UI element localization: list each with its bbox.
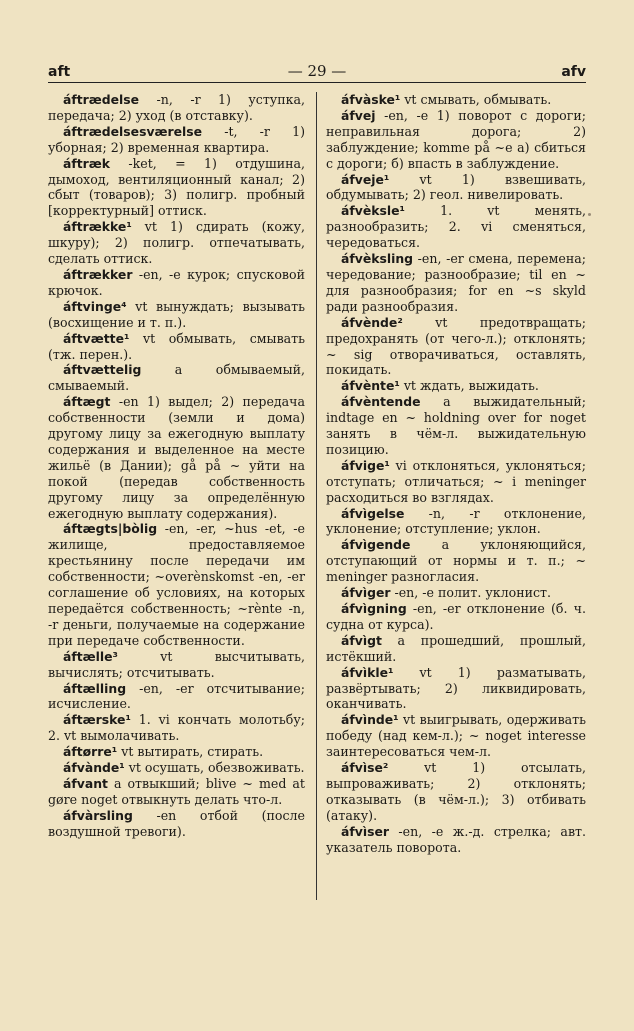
entry-headword: áfvèksling xyxy=(341,251,414,267)
entry-headword: áftørre¹ xyxy=(63,744,118,760)
entry-headword: áfvènde² xyxy=(341,314,403,330)
entry-definition: vt 1) разматывать, развёртывать; 2) ликвидировать, оканчивать. xyxy=(326,664,586,712)
paper-speck xyxy=(588,213,591,216)
entry-headword: áftvættelig xyxy=(63,362,142,378)
dictionary-entry xyxy=(48,362,305,394)
dictionary-entry xyxy=(326,378,586,394)
entry-definition: -en, -e курок; спусковой крючок. xyxy=(48,266,305,298)
dictionary-entry xyxy=(326,506,586,538)
page-number: — 29 — xyxy=(287,62,347,80)
entry-headword: áftræk xyxy=(63,155,111,171)
dictionary-entry xyxy=(48,299,305,331)
dictionary-entry xyxy=(48,760,305,776)
entry-definition: -n, -r 1) уступка, передача; 2) уход (в отставку). xyxy=(48,92,305,123)
dictionary-entry xyxy=(48,156,305,220)
entry-headword: áfvàske¹ xyxy=(341,92,401,107)
entry-headword: áfvìger xyxy=(341,585,391,601)
entry-headword: áfvìse² xyxy=(341,760,389,776)
entry-definition: vt высчитывать, вычислять; отсчитывать. xyxy=(48,648,305,680)
dictionary-entry xyxy=(326,585,586,601)
entry-headword: áfvàrsling xyxy=(63,807,133,823)
entry-definition: vt вынуждать; вызывать (восхищение и т. п.). xyxy=(48,298,305,330)
entry-headword: áfvìgt xyxy=(341,632,382,648)
entry-definition: -en отбой (после воздушной тревоги). xyxy=(48,807,305,839)
dictionary-entry xyxy=(326,458,586,506)
entry-headword: áfveje¹ xyxy=(341,171,390,187)
entry-definition: a отвыкший; blive ~ med at gøre noget отвыкнуть делать что-л. xyxy=(48,775,305,807)
entry-headword: áftvætte¹ xyxy=(63,330,130,346)
entry-definition: vt осушать, обезвоживать. xyxy=(124,760,305,776)
entry-headword: áftægt xyxy=(63,394,111,410)
dictionary-entry xyxy=(326,760,586,824)
entry-headword: áfvànde¹ xyxy=(63,760,125,776)
header-left-guide-word: aft xyxy=(48,64,71,80)
dictionary-entry xyxy=(326,394,586,458)
entry-headword: áftrækker xyxy=(63,266,133,282)
dictionary-entry xyxy=(326,665,586,713)
entry-definition: vt обмывать, смывать (тж. перен.). xyxy=(48,330,305,362)
entry-definition: -en, -er отклонение (б. ч. судна от курса). xyxy=(326,601,586,632)
dictionary-entry xyxy=(48,92,305,124)
entry-definition: a обмываемый, смываемый. xyxy=(48,362,305,394)
entry-headword: áfvèntende xyxy=(341,394,421,410)
entry-definition: vt 1) взвешивать, обдумывать; 2) геол. нивелировать. xyxy=(326,171,586,203)
dictionary-entry xyxy=(326,92,586,108)
dictionary-entry xyxy=(326,172,586,204)
dictionary-entry xyxy=(326,824,586,856)
entry-headword: áftægts|bòlig xyxy=(63,521,158,537)
column-divider xyxy=(316,92,317,900)
dictionary-entry xyxy=(326,315,586,379)
dictionary-entry xyxy=(326,251,586,315)
entry-definition: 1. vt менять, разнообразить; 2. vi сменяться, чередоваться. xyxy=(326,203,586,251)
entry-headword: áfvìnde¹ xyxy=(341,712,399,728)
dictionary-entry xyxy=(326,601,586,633)
entry-headword: áftrædelse xyxy=(63,92,140,107)
entry-definition: -en, -e ж.-д. стрелка; авт. указатель поворота. xyxy=(326,823,586,855)
dictionary-entry xyxy=(48,394,305,521)
page-header xyxy=(48,58,586,82)
entry-headword: áftælle³ xyxy=(63,648,118,664)
entry-headword: áfvìgende xyxy=(341,537,411,553)
entry-headword: áfvèksle¹ xyxy=(341,203,405,219)
dictionary-entry xyxy=(326,633,586,665)
dictionary-entry xyxy=(48,681,305,713)
entry-headword: áftærske¹ xyxy=(63,712,131,728)
entry-definition: vt предотвращать; предохранять (от чего-л.); отклонять; ~ sig отворачиваться, оставлять, покидать. xyxy=(326,314,586,378)
entry-headword: áfvènte¹ xyxy=(341,378,400,394)
dictionary-entry xyxy=(48,521,305,648)
dictionary-entry xyxy=(48,744,305,760)
dictionary-entry xyxy=(326,108,586,172)
entry-definition: a выжидательный; indtage en ~ holdning over for noget занять в чём-л. выжидательную позицию. xyxy=(326,394,586,457)
dictionary-entry xyxy=(48,219,305,267)
entry-definition: -en, -er отсчитывание; исчисление. xyxy=(48,680,305,712)
entry-headword: áfvìgelse xyxy=(341,505,405,521)
dictionary-entry xyxy=(48,776,305,808)
dictionary-entry xyxy=(326,712,586,760)
left-column xyxy=(48,92,305,840)
entry-definition: -en, -e полит. уклонист. xyxy=(390,585,552,601)
entry-definition: -ket, = 1) отдушина, дымоход, вентиляционный канал; 2) сбыт (товаров); 3) полигр. пробный [корректурный] оттиск. xyxy=(48,155,305,219)
dictionary-entry xyxy=(48,124,305,156)
right-column xyxy=(326,92,586,856)
entry-definition: vt ждать, выжидать. xyxy=(399,378,539,394)
dictionary-entry xyxy=(48,267,305,299)
header-right-guide-word: afv xyxy=(561,64,586,80)
dictionary-entry xyxy=(48,712,305,744)
entry-definition: vi отклоняться, уклоняться; отступать; отличаться; ~ i meninger расходиться во взглядах. xyxy=(326,457,586,505)
entry-definition: vt 1) отсылать, выпроваживать; 2) отклонять; отказывать (в чём-л.); 3) отбивать (атаку). xyxy=(326,760,586,823)
entry-definition: a прошедший, прошлый, истёкший. xyxy=(326,632,586,664)
dictionary-entry xyxy=(326,537,586,585)
entry-definition: -t, -r 1) уборная; 2) временная квартира. xyxy=(48,123,305,155)
entry-headword: áfvìser xyxy=(341,823,389,839)
entry-definition: -en, -e 1) поворот с дороги; неправильная дорога; 2) заблуждение; komme på ~e a) сбиться с дороги; б) впасть в заблуждение. xyxy=(326,107,586,171)
entry-definition: vt смывать, обмывать. xyxy=(400,92,552,107)
entry-headword: áfvej xyxy=(341,107,376,123)
dictionary-entry xyxy=(48,649,305,681)
entry-headword: áfvìkle¹ xyxy=(341,664,394,680)
header-rule xyxy=(48,82,586,83)
entry-definition: a уклоняющийся, отступающий от нормы и т. п.; ~ meninger разногласия. xyxy=(326,537,586,585)
entry-definition: -en 1) выдел; 2) передача собственности (земли и дома) другому лицу за ежегодную выплату содержания и выделенное на месте жильё (в Дании); gå på ~ уйти на покой (передав собственность другому лицу за определённую ежегодную выплату содержания). xyxy=(48,394,305,521)
dictionary-entry xyxy=(326,203,586,251)
entry-definition: vt вытирать, стирать. xyxy=(117,744,264,760)
entry-headword: áftrække¹ xyxy=(63,219,132,235)
entry-definition: vt 1) сдирать (кожу, шкуру); 2) полигр. отпечатывать, сделать оттиск. xyxy=(48,219,305,267)
dictionary-entry xyxy=(48,331,305,363)
entry-headword: áfvant xyxy=(63,775,108,791)
entry-headword: áftælling xyxy=(63,680,127,696)
entry-definition: -en, -er смена, перемена; чередование; разнообразие; til en ~ для разнообразия; for en ~s skyld ради разнообразия. xyxy=(326,251,586,314)
entry-headword: áftvinge⁴ xyxy=(63,298,127,314)
entry-headword: áftrædelsesværelse xyxy=(63,123,203,139)
entry-headword: áfvìgning xyxy=(341,601,407,616)
entry-definition: -en, -er, ~hus -et, -e жилище, предоставляемое крестьянину после передачи им собственности; ~overènskomst -en, -er соглашение об условиях, на которых передаётся собственность; ~rènte -n, -r деньги, получаемые на содержание при передаче собственности. xyxy=(48,521,305,648)
entry-definition: vt выигрывать, одерживать победу (над кем-л.); ~ noget interesse заинтересоваться чем-л. xyxy=(326,712,586,760)
entry-definition: 1. vi кончать молотьбу; 2. vt вымолачивать. xyxy=(48,712,305,744)
dictionary-entry xyxy=(48,808,305,840)
entry-headword: áfvige¹ xyxy=(341,457,390,473)
entry-definition: -n, -r отклонение, уклонение; отступление; уклон. xyxy=(326,505,586,537)
